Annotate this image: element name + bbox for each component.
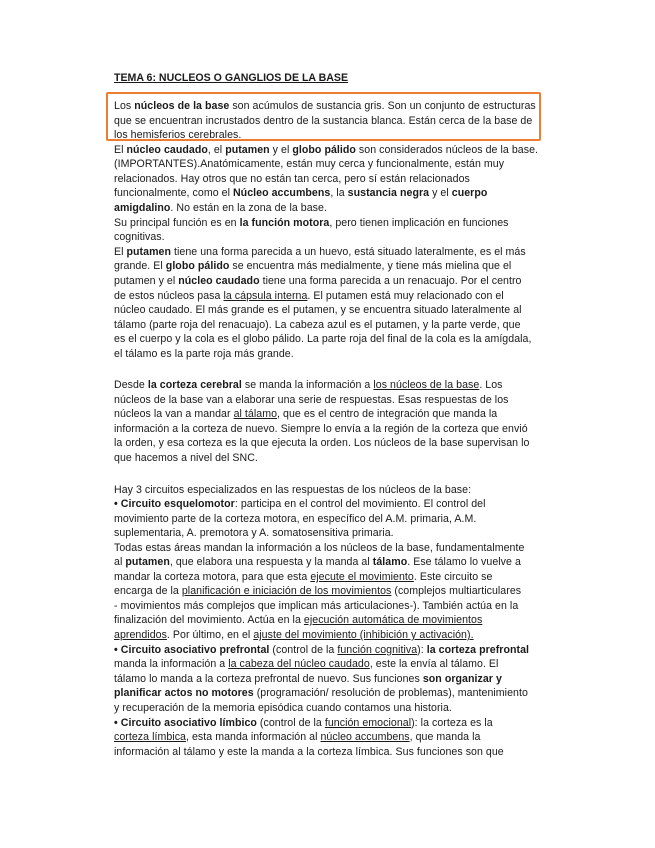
text-line: [114, 658, 498, 671]
text-line: [114, 556, 521, 569]
text-span: son considerados núcleos de la base.: [355, 144, 538, 156]
text-span: Su principal función es en: [114, 217, 240, 229]
text-span: el tálamo es la parte roja más grande.: [114, 348, 294, 360]
bold-text: globo pálido: [292, 144, 356, 156]
text-span: . Este circuito se: [413, 571, 493, 583]
text-line: [114, 275, 521, 288]
text-span: son acúmulos de sustancia gris. Son un conjunto de estructuras: [229, 100, 536, 112]
text-span: la orden, y esa corteza es la que ejecuta la orden. Los núcleos de la base supervisan lo: [114, 437, 530, 449]
text-line: [114, 246, 526, 259]
text-line: [114, 129, 241, 142]
text-span: : participa en el control del movimiento. El control del: [234, 498, 486, 510]
text-span: tiene una forma parecida a un huevo, está situado lateralmente, es el más: [171, 246, 526, 258]
text-span: encarga de la: [114, 585, 182, 597]
text-span: (programación/ resolución de problemas), mantenimiento: [253, 687, 528, 699]
bold-text: Núcleo accumbens: [232, 187, 331, 199]
text-span: , esta manda información al: [186, 731, 321, 743]
text-line: [114, 423, 528, 436]
text-line: [114, 304, 522, 317]
bold-text: putamen: [125, 556, 170, 568]
text-line: [114, 217, 509, 230]
text-span: es el cuerpo y la cola es el globo pálido. La parte roja del final de la cola es la amígdala,: [114, 333, 532, 345]
page-title: TEMA 6: NUCLEOS O GANGLIOS DE LA BASE: [114, 72, 349, 84]
text-span: funcionalmente, como el: [114, 187, 233, 199]
text-line: [114, 673, 502, 686]
text-line: [114, 187, 487, 200]
text-span: putamen y el: [114, 275, 179, 287]
underlined-text: ajuste del movimiento (inhibición y activación).: [253, 629, 474, 641]
text-line: [114, 290, 504, 303]
text-span: Los: [114, 100, 135, 112]
text-span: , que elabora una respuesta y la manda al: [169, 556, 373, 568]
bold-text: núcleo caudado: [178, 275, 260, 287]
text-span: movimiento parte de la corteza motora, en específico del A.M. primaria, A.M.: [114, 513, 477, 525]
bold-text: putamen: [225, 144, 270, 156]
text-line: [114, 571, 492, 584]
text-span: . El putamen está muy relacionado con el: [307, 290, 504, 302]
bold-text: núcleos de la base: [134, 100, 230, 112]
underlined-text: aprendidos: [114, 629, 167, 641]
text-span: al: [114, 556, 126, 568]
bold-text: tálamo: [372, 556, 408, 568]
text-line: [114, 452, 258, 465]
text-span: El: [114, 246, 127, 258]
text-span: finalización del movimiento. Actúa en la: [114, 614, 304, 626]
bullet-icon: •: [114, 498, 118, 510]
text-line: [114, 527, 394, 540]
bold-text: putamen: [126, 246, 172, 258]
text-span: núcleo caudado. El más grande es el putamen, y se encuentra situado lateralmente al: [114, 304, 522, 316]
text-span: núcleos la van a mandar: [114, 408, 234, 420]
bold-text: la corteza prefrontal: [426, 644, 530, 656]
bold-text: globo pálido: [165, 260, 230, 272]
underlined-text: núcleo accumbens: [320, 731, 410, 743]
text-line: [114, 614, 482, 627]
bold-text: núcleo caudado: [126, 144, 208, 156]
text-span: (complejos multiarticulares: [391, 585, 522, 597]
bold-text: cuerpo: [451, 187, 488, 199]
text-line: [114, 644, 529, 657]
text-span: . No están en la zona de la base.: [170, 202, 327, 214]
text-span: de estos núcleos pasa: [114, 290, 224, 302]
underlined-text: función emocional: [324, 717, 412, 729]
text-line: [114, 348, 294, 361]
text-line: [114, 717, 493, 730]
text-span: mandar la corteza motora, para que esta: [114, 571, 311, 583]
text-span: , este la envía al tálamo. El: [369, 658, 499, 670]
text-span: se manda la información a: [241, 379, 374, 391]
text-span: relacionados. Hay otros que no están tan cerca, pero sí están relacionados: [114, 173, 470, 185]
text-line: [114, 687, 528, 700]
text-span: El: [114, 144, 127, 156]
text-span: . Ese tálamo lo vuelve a: [407, 556, 521, 568]
text-line: [114, 746, 504, 759]
text-span: información al tálamo y este la manda a la corteza límbica. Sus funciones son que: [114, 746, 504, 758]
bullet-icon: •: [114, 644, 118, 656]
text-line: [114, 158, 504, 171]
text-span: cognitivas.: [114, 231, 165, 243]
bold-text: Circuito esquelomotor: [120, 498, 235, 510]
text-span: (control de la: [269, 644, 338, 656]
text-line: [114, 260, 511, 273]
text-span: (IMPORTANTES).Anatómicamente, están muy cerca y funcionalmente, están muy: [114, 158, 505, 170]
bold-text: Circuito asociativo límbico: [120, 717, 257, 729]
text-span: y el: [429, 187, 452, 199]
underlined-text: la cápsula interna: [223, 290, 308, 302]
text-span: y recuperación de la memoria episódica cuando contamos una historia.: [114, 702, 452, 714]
text-span: Hay 3 circuitos especializados en las respuestas de los núcleos de la base:: [114, 484, 472, 496]
text-span: , pero tienen implicación en funciones: [329, 217, 509, 229]
text-line: [114, 585, 521, 598]
text-line: [114, 702, 452, 715]
underlined-text: función cognitiva: [337, 644, 418, 656]
bold-text: Circuito asociativo prefrontal: [120, 644, 270, 656]
text-line: [114, 542, 524, 555]
text-line: [114, 100, 536, 113]
underlined-text: planificación e iniciación de los movimientos: [181, 585, 392, 597]
text-span: ): la corteza es la: [411, 717, 493, 729]
underlined-text: ejecute el movimiento: [310, 571, 414, 583]
text-span: los hemisferios cerebrales.: [114, 129, 242, 141]
text-span: ):: [417, 644, 427, 656]
text-line: [114, 629, 474, 642]
text-line: [114, 231, 165, 244]
text-line: [114, 394, 509, 407]
text-line: [114, 144, 538, 157]
text-span: (control de la: [256, 717, 325, 729]
text-span: tálamo (parte roja del renacuajo). La cabeza azul es el putamen, y la parte verde, que: [114, 319, 521, 331]
underlined-text: la cabeza del núcleo caudado: [228, 658, 370, 670]
text-line: [114, 484, 471, 497]
text-span: Todas estas áreas mandan la información a los núcleos de la base, fundamentalmente: [114, 542, 525, 554]
bold-text: sustancia negra: [347, 187, 430, 199]
text-span: manda la información a: [114, 658, 229, 670]
text-span: . Los: [479, 379, 503, 391]
bold-text: planificar actos no motores: [114, 687, 254, 699]
bold-text: son organizar y: [422, 673, 502, 685]
text-span: , que es el centro de integración que manda la: [277, 408, 498, 420]
text-span: , que manda la: [409, 731, 481, 743]
text-line: [114, 513, 476, 526]
text-span: información a la corteza de nuevo. Siempre lo envía a la región de la corteza que envió: [114, 423, 528, 435]
text-line: [114, 379, 503, 392]
underlined-text: ejecución automática de movimientos: [303, 614, 483, 626]
text-span: y el: [269, 144, 293, 156]
bold-text: amigdalino: [114, 202, 171, 214]
bullet-icon: •: [114, 717, 118, 729]
text-line: [114, 498, 486, 511]
text-span: . Por último, en el: [166, 629, 254, 641]
text-line: [114, 319, 521, 332]
text-span: que se encuentran incrustados dentro de la sustancia blanca. Están cerca de la base de: [114, 115, 533, 127]
text-span: , el: [207, 144, 226, 156]
text-span: suplementaria, A. premotora y A. somatosensitiva primaria.: [114, 527, 394, 539]
text-span: se encuentra más medialmente, y tiene más mielina que el: [229, 260, 512, 272]
text-span: Desde: [114, 379, 148, 391]
text-line: [114, 173, 470, 186]
text-span: que hacemos a nivel del SNC.: [114, 452, 258, 464]
text-line: [114, 115, 532, 128]
bold-text: la corteza cerebral: [147, 379, 242, 391]
underlined-text: al tálamo: [233, 408, 278, 420]
text-line: [114, 600, 518, 613]
text-span: grande. El: [114, 260, 166, 272]
text-span: tálamo lo manda a la corteza prefrontal de nuevo. Sus funciones: [114, 673, 423, 685]
underlined-text: corteza límbica: [114, 731, 186, 743]
underlined-text: los núcleos de la base: [373, 379, 480, 391]
text-span: - movimientos más complejos que implican más articulaciones-). También actúa en la: [114, 600, 519, 612]
text-line: [114, 408, 497, 421]
bold-text: la función motora: [239, 217, 330, 229]
text-span: núcleos de la base van a elaborar una serie de respuestas. Esas respuestas de los: [114, 394, 509, 406]
text-line: [114, 333, 531, 346]
text-line: [114, 437, 529, 450]
text-line: [114, 202, 327, 215]
text-span: tiene una forma parecida a un renacuajo. Por el centro: [259, 275, 522, 287]
text-span: , la: [330, 187, 348, 199]
text-line: [114, 731, 480, 744]
